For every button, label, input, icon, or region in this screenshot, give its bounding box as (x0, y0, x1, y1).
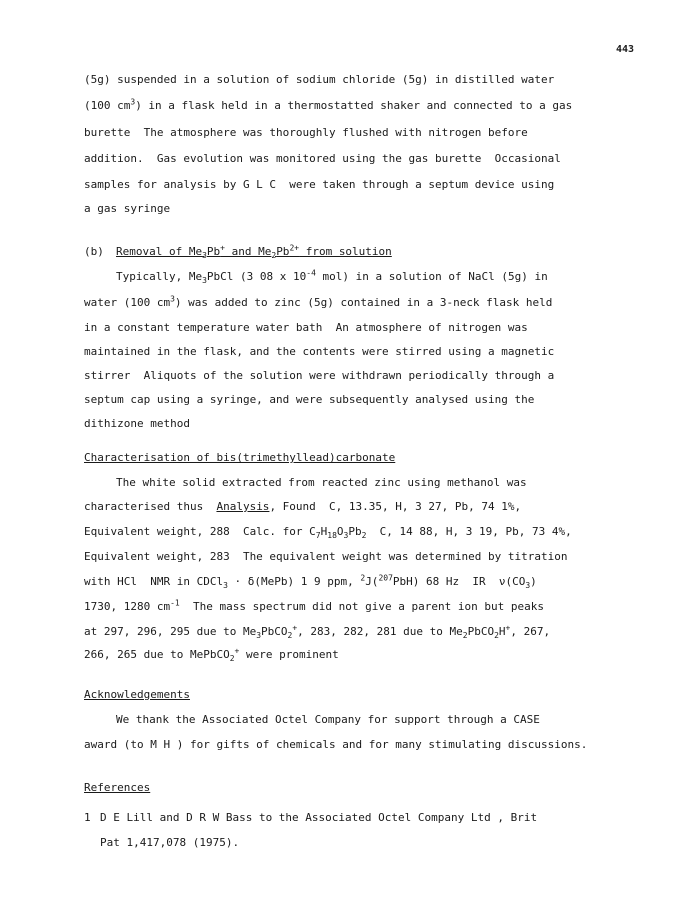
ref1-number: 1 (84, 811, 91, 824)
page-number: 443 (615, 44, 634, 55)
p3-line-1: The white solid extracted from reacted zinc using methanol was (116, 476, 527, 489)
p3-line-7: at 297, 296, 295 due to $Me_3PbCO_2^+$, 283, 282, 281 due to $Me_2PbCO_2H^+$, 267, (84, 623, 551, 641)
p1-line-4: addition. Gas evolution was monitored using the gas burette Occasional (84, 152, 561, 165)
p1-line-1: (5g) suspended in a solution of sodium chloride (5g) in distilled water (84, 73, 555, 86)
ack-heading: Acknowledgements (84, 688, 190, 701)
p2-line-3: in a constant temperature water bath An atmosphere of nitrogen was (84, 321, 528, 334)
p3-line-2: characterised thus Analysis, Found C, 13.35, H, 3 27, Pb, 74 1%, (84, 500, 522, 513)
p1-line-2: (100 $cm^3$) in a flask held in a thermostatted shaker and connected to a gas (84, 97, 573, 112)
p1-line-3: burette The atmosphere was thoroughly flushed with nitrogen before (84, 126, 528, 139)
refs-heading: References (84, 781, 151, 794)
ack-line-1: We thank the Associated Octel Company for support through a CASE (116, 713, 540, 726)
p1-line-5: samples for analysis by G L C were taken through a septum device using (84, 178, 555, 191)
p2-line-5: stirrer Aliquots of the solution were withdrawn periodically through a (84, 369, 555, 382)
p2-line-6: septum cap using a syringe, and were subsequently analysed using the (84, 393, 535, 406)
p3-line-4: Equivalent weight, 283 The equivalent weight was determined by titration (84, 550, 568, 563)
p2-line-4: maintained in the flask, and the contents were stirred using a magnetic (84, 345, 555, 358)
p3-line-6: 1730, 1280 $cm^{-1}$ The mass spectrum did not give a parent ion but peaks (84, 598, 544, 613)
p3-line-5: with HCl NMR in CDCl$_3$ · δ(MePb) 1 9 ppm, $^2$J($^{207}$PbH) 68 Hz IR $\nu(CO_3)$ (84, 573, 537, 591)
section-b-title: Removal of $Me_3Pb^+$ and $Me_2Pb^{2+}$ from solution (116, 243, 392, 261)
ack-line-2: award (to M H ) for gifts of chemicals and for many stimulating discussions. (84, 738, 588, 751)
p2-line-7: dithizone method (84, 417, 190, 430)
p2-line-1: Typically, $Me_3PbCl$ (3 08 x $10^{-4}$ mol) in a solution of NaCl (5g) in (116, 268, 548, 286)
section-b-label: (b) (84, 245, 104, 258)
ref1-line-2: Pat 1,417,078 (1975). (100, 836, 240, 849)
ref1-line-1: D E Lill and D R W Bass to the Associated Octel Company Ltd , Brit (100, 811, 538, 824)
p3-line-8: 266, 265 due to MePbCO$_2$+ were prominent (84, 646, 339, 664)
p3-line-3: Equivalent weight, 288 Calc. for $C_7H_{18}O_3Pb_2$ C, 14 88, H, 3 19, Pb, 73 4%, (84, 525, 572, 541)
char-heading: Characterisation of bis(trimethyllead)carbonate (84, 451, 396, 464)
p2-line-2: water (100 $cm^3$) was added to zinc (5g) contained in a 3-neck flask held (84, 294, 553, 309)
p1-line-6: a gas syringe (84, 202, 171, 215)
